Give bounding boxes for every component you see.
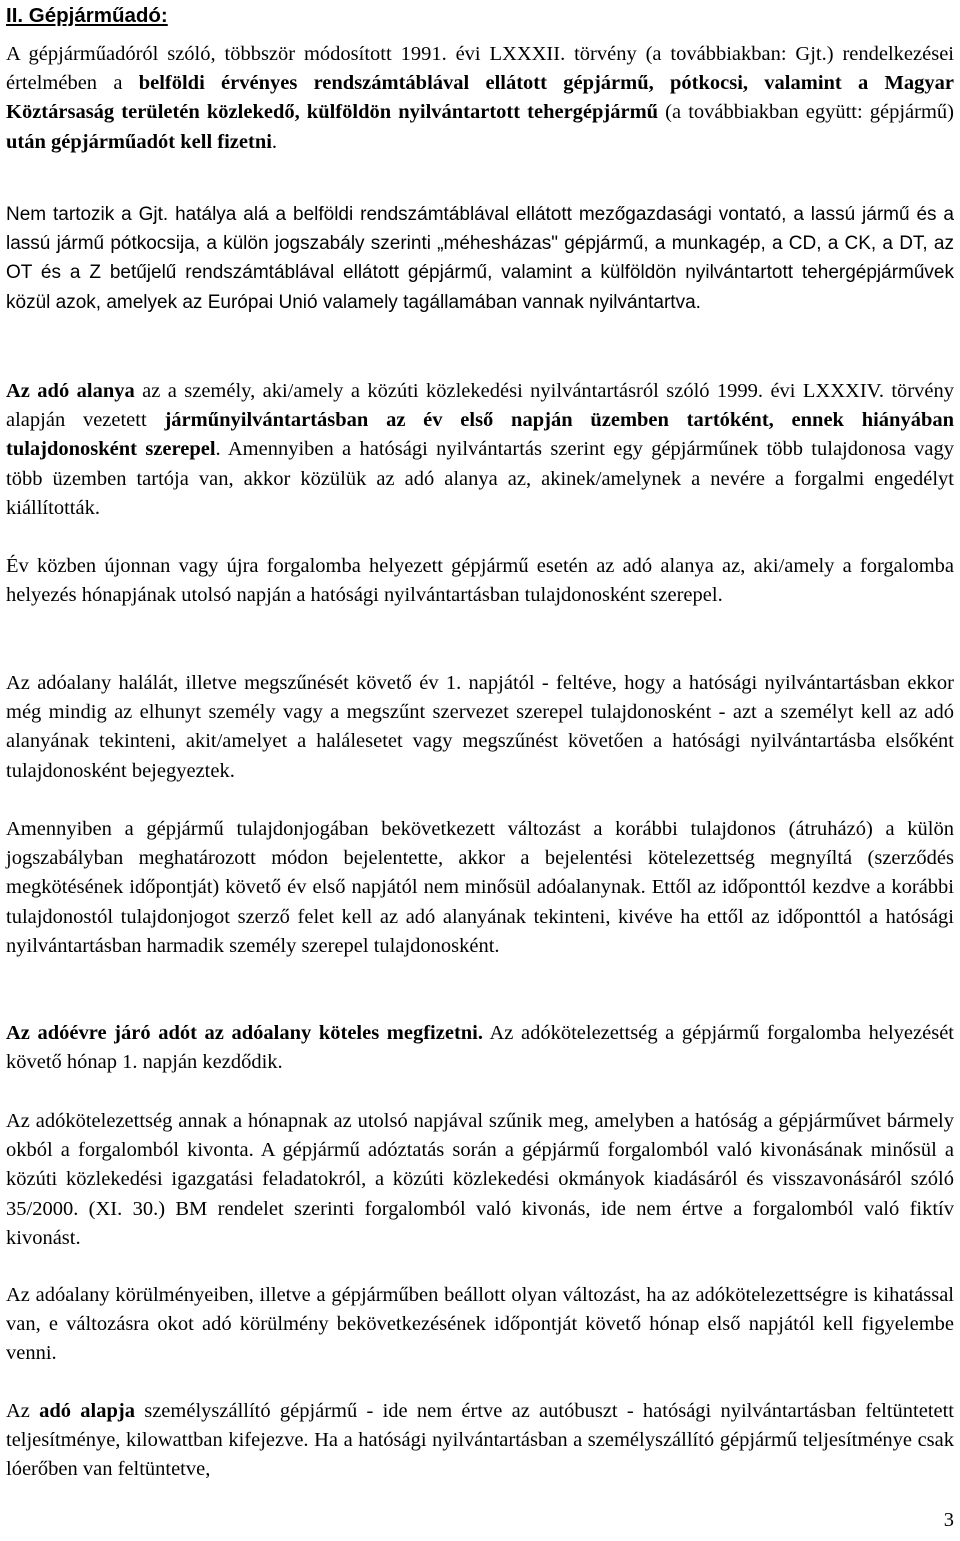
bold-text: Az adó alanya: [6, 380, 135, 402]
text: Az: [6, 1400, 40, 1422]
paragraph-exemptions: Nem tartozik a Gjt. hatálya alá a belföldi rendszámtáblával ellátott mezőgazdasági vontató, a lassú jármű és a lassú jármű pótkocsija, a külön jogszabály szerinti „méhesházas" gépjármű, a munkagép, a CD, a CK, a DT, az OT és a Z betűjelű rendszámtáblával ellátott gépjármű, valamint a külföldön nyilvántartott tehergépjárművek közül azok, amelyek az Európai Unió valamely tagállamában vannak nyilvántartva.: [6, 204, 954, 313]
bold-text: adó alapja: [39, 1400, 135, 1422]
text: . Amennyiben a hatósági nyilvántartás szerint egy gépjárműnek több tulajdonosa vagy több üzemben tartója van, akkor közülük az adó alanya az, akinek/amelynek a nevére a forgalmi engedélyt kiállították.: [6, 438, 954, 519]
page-number: 3: [943, 1509, 954, 1531]
paragraph-new-registration: Év közben újonnan vagy újra forgalomba helyezett gépjármű esetén az adó alanya az, aki/amely a forgalomba helyezés hónapjának utolsó napján a hatósági nyilvántartásban tulajdonosként szerepel.: [6, 555, 954, 607]
paragraph-tax-base: [6, 1397, 954, 1485]
bold-text: járműnyilvántartásban az év első napján üzemben tartóként, ennek hiányában tulajdonosként szerepel: [6, 409, 954, 461]
paragraph-obligation-end: Az adókötelezettség annak a hónapnak az utolsó napjával szűnik meg, amelyben a hatóság a gépjárművet bármely okból a forgalomból kivonta. A gépjármű adóztatás során a gépjármű forgalomból való kivonásának minősül a közúti közlekedési igazgatási feladatokról, a közúti közlekedési okmányok kiadásáról és visszavonásáról szóló 35/2000. (XI. 30.) BM rendelet szerinti forgalomból való kivonás, ide nem értve a forgalomból való fiktív kivonást.: [6, 1110, 954, 1249]
text: (a továbbiakban együtt: gépjármű): [658, 101, 954, 124]
section-title: II. Gépjárműadó:: [6, 4, 168, 27]
text: .: [271, 130, 278, 153]
bold-text: után gépjárműadót kell fizetni: [6, 130, 272, 153]
text: az a személy, aki/amely a közúti közlekedési nyilvántartásról szóló 1999. évi LXXXIV. törvény alapján vezetett: [6, 380, 954, 432]
bold-text: Az adóévre járó adót az adóalany köteles megfizetni.: [6, 1022, 483, 1044]
text: személyszállító gépjármű - ide nem értve az autóbuszt - hatósági nyilvántartásban feltüntetett teljesítménye, kilowattban kifejezve. Ha a hatósági nyilvántartásban a személyszállító gépjármű teljesítménye csak lóerőben van feltüntetve,: [6, 1400, 955, 1481]
text: Az adókötelezettség a gépjármű forgalomba helyezését követő hónap 1. napján kezdődik.: [6, 1022, 954, 1074]
paragraph-ownership-change: Amennyiben a gépjármű tulajdonjogában bekövetkezett változást a korábbi tulajdonos (átruházó) a külön jogszabályban meghatározott módon bejelentette, akkor a bejelentési kötelezettség megnyíltá (szerződés megkötésének időpontját) követő év első napjától nem minősül adóalanynak. Ettől az időponttól kezdve a korábbi tulajdonostól tulajdonjogot szerző felet kell az adó alanyának tekinteni, kivéve ha ettől az időponttól a hatósági nyilvántartásban harmadik személy szerepel tulajdonosként.: [6, 818, 954, 957]
paragraph-death-termination: Az adóalany halálát, illetve megszűnését követő év 1. napjától - feltéve, hogy a hatósági nyilvántartásban ekkor még mindig az elhunyt személy vagy a megszűnt szervezet szerepel tulajdonosként - azt a személyt kell az adó alanyának tekinteni, akit/amelyet a halálesetet vagy megszűnést követően a hatósági nyilvántartásba elsőként tulajdonosként bejegyeztek.: [6, 672, 954, 782]
paragraph-tax-obligation: [6, 40, 954, 157]
text: A gépjárműadóról szóló, többször módosított 1991. évi LXXXII. törvény (a továbbiakban: Gjt.) rendelkezései értelmében a: [6, 43, 954, 95]
paragraph-payment-start: [6, 1019, 954, 1077]
paragraph-circumstance-change: Az adóalany körülményeiben, illetve a gépjárműben beállott olyan változást, ha az adókötelezettségre is kihatással van, e változásra okot adó körülmény bekövetkezésének időpontját követő hónap első napjától kell figyelembe venni.: [6, 1284, 954, 1365]
bold-text: belföldi érvényes rendszámtáblával ellátott gépjármű, pótkocsi, valamint a Magyar Köztársaság területén közlekedő, külföldön nyilvántartott tehergépjármű: [6, 72, 954, 124]
paragraph-taxpayer: [6, 377, 954, 523]
